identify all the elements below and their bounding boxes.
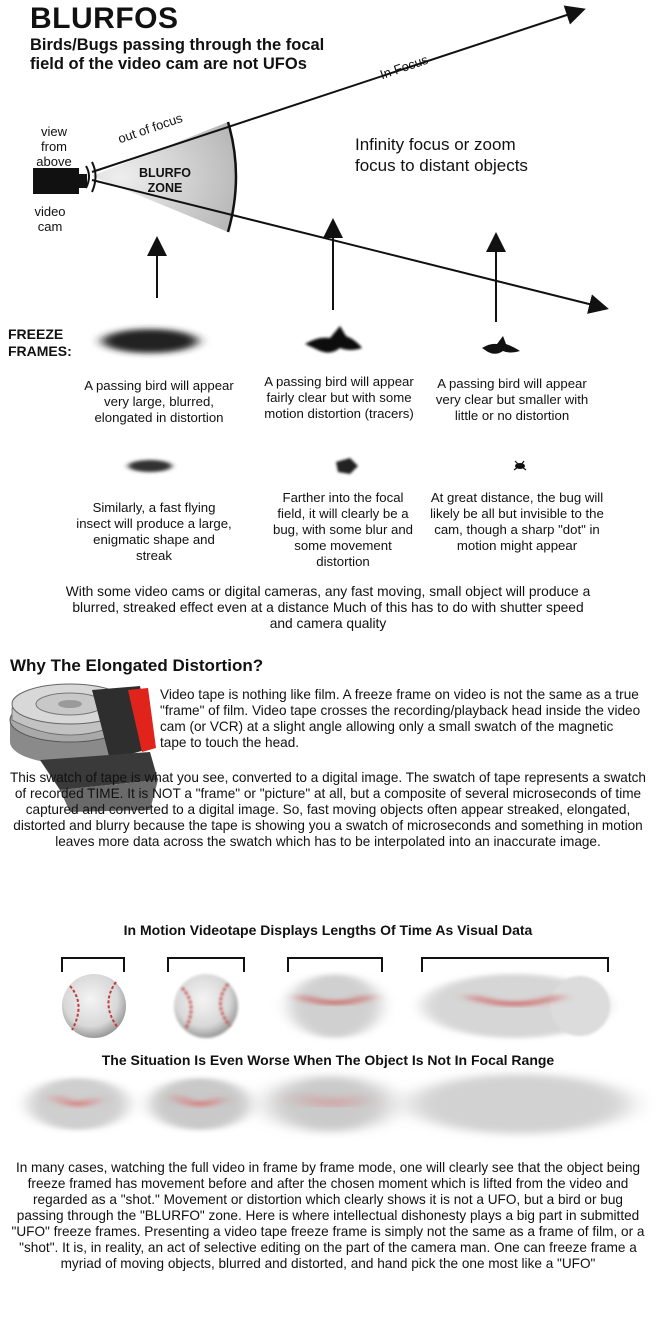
in-focus-label: In Focus [378, 51, 431, 83]
lower-focus-ray [92, 180, 605, 308]
conclusion-paragraph: In many cases, watching the full video in frame by frame mode, one will clearly see that the object being freeze framed has movement before and after the chosen moment which is lifted from the video and regarded as a "shot." Movement or distortion which clearly shows it is not a UFO, but a bird or bug passing through the "BLURFO" zone. Here is where intellectual dishonesty plays a big part in submitted "UFO" freeze frames. Presenting a video tape freeze frame is simply not the same as a frame of film, or a "shot". It is, in reality, an act of selective editing on the part of the camera man. One can freeze frame a myriad of moving objects, blurred and distorted, and hand pick the one most like a "UFO" [11, 1160, 645, 1271]
bug-caption-middle: Farther into the focal field, it will clearly be a bug, with some blur and some movement distortion [272, 490, 413, 569]
video-cam-label: video cam [34, 204, 66, 234]
out-of-focus-label: out of focus [116, 110, 185, 147]
infinity-focus-label: Infinity focus or zoom focus to distant objects [355, 135, 528, 175]
bug-caption-far: At great distance, the bug will likely be all but invisible to the cam, though a sharp "dot" in motion might appear [430, 490, 604, 553]
camera-quality-note: With some video cams or digital cameras, any fast moving, small object will produce a blurred, streaked effect even at a distance Much of this has to do with shutter speed and camera quality [65, 584, 591, 631]
swatch-bracket-4 [422, 958, 608, 972]
freeze-frames-label: FREEZE FRAMES: [8, 326, 72, 359]
videotape-paragraph: Video tape is nothing like film. A freeze frame on video is not the same as a true "frame" of film. Video tape crosses the recording/playback head inside the video cam (or VCR) at a slight angle allowing only a small swatch of the magnetic tape to touch the head. [160, 687, 641, 750]
bird-silhouette-medium [305, 326, 362, 353]
baseball-slight-blur [174, 974, 238, 1038]
bird-silhouette-small [482, 336, 520, 354]
swatch-paragraph: This swatch of tape is what you see, converted to a digital image. The swatch of tape represents a swatch of recorded TIME. It is NOT a "frame" or "picture" at all, but a composite of several microseconds of time captured and converted to a digital image. So, fast moving objects often appear streaked, elongated, distorted and blurry because the tape is showing you a swatch of microseconds and something in motion leaves more data across the swatch which has to be interpolated into an inaccurate image. [10, 770, 646, 849]
unfocused-baseball-4 [410, 1074, 630, 1134]
bird-caption-middle: A passing bird will appear fairly clear but with some motion distortion (tracers) [264, 374, 414, 421]
swatch-bracket-3 [288, 958, 382, 972]
unfocused-baseball-3 [268, 1076, 392, 1132]
lens-bracket-icon [86, 162, 96, 192]
baseball-streaked [289, 974, 381, 1038]
baseball-long-streak [423, 974, 610, 1038]
why-elongated-heading: Why The Elongated Distortion? [10, 656, 264, 675]
blurfo-zone-label: BLURFO ZONE [138, 166, 192, 195]
swatch-bracket-1 [62, 958, 124, 972]
bird-caption-near: A passing bird will appear very large, blurred, elongated in distortion [84, 378, 234, 425]
bug-silhouette-small [514, 461, 526, 470]
unfocused-baseball-2 [150, 1078, 250, 1130]
video-camera-icon [33, 168, 79, 194]
swatch-bracket-2 [168, 958, 244, 972]
motion-heading: In Motion Videotape Displays Lengths Of Time As Visual Data [123, 922, 533, 938]
video-camera-lens-icon [78, 174, 87, 188]
blurred-bird-large [102, 329, 198, 353]
blurred-bug-large [128, 460, 172, 472]
bug-caption-near: Similarly, a fast flying insect will produce a large, enigmatic shape and streak [76, 500, 232, 563]
unfocused-baseball-1 [28, 1078, 128, 1130]
bird-caption-far: A passing bird will appear very clear but smaller with little or no distortion [435, 376, 589, 423]
bug-silhouette-medium [336, 458, 358, 474]
page-subtitle: Birds/Bugs passing through the focal field of the video cam are not UFOs [30, 36, 325, 73]
page-title: BLURFOS [30, 2, 179, 35]
focal-range-heading: The Situation Is Even Worse When The Object Is Not In Focal Range [101, 1052, 555, 1068]
view-from-above-label: view from above [36, 124, 72, 169]
baseball-sharp [62, 974, 126, 1038]
